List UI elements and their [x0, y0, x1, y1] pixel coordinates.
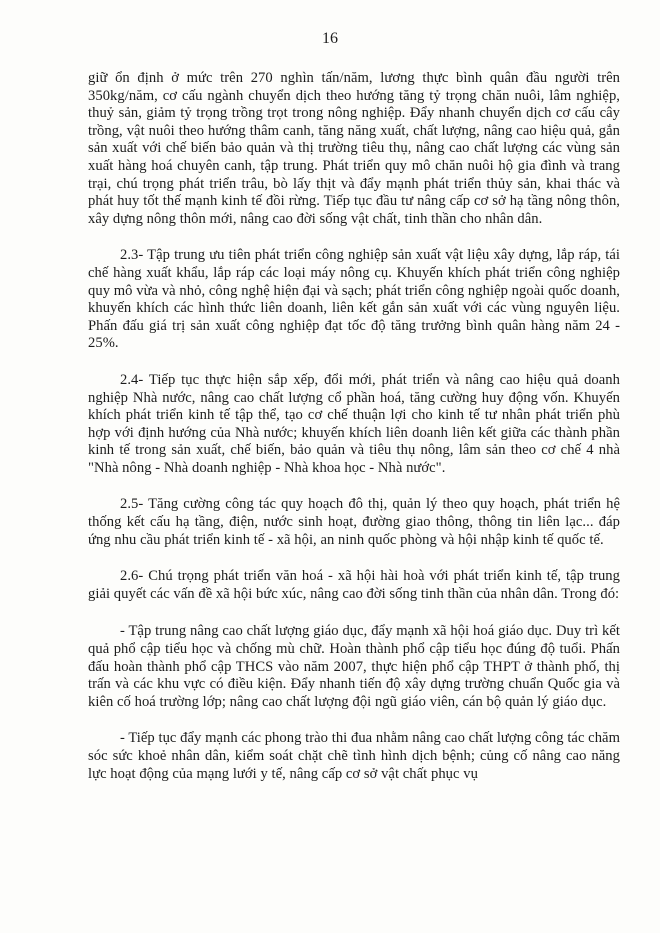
document-body: [88, 70, 620, 783]
paragraph-education: - Tập trung nâng cao chất lượng giáo dục, đẩy mạnh xã hội hoá giáo dục. Duy trì kết quả phổ cập tiểu học và chống mù chữ. Hoàn thành phổ cập tiểu học đúng độ tuổi. Phấn đấu hoàn thành phổ cập THCS vào năm 2007, thực hiện phổ cập THPT ở thành phố, thị trấn và các khu vực có điều kiện. Đẩy nhanh tiến độ xây dựng trường chuẩn Quốc gia và kiên cố hoá trường lớp; nâng cao chất lượng đội ngũ giáo viên, cán bộ quản lý giáo dục.: [88, 623, 620, 710]
page-number: 16: [322, 30, 338, 47]
paragraph-section-2-6: 2.6- Chú trọng phát triển văn hoá - xã hội hài hoà với phát triển kinh tế, tập trung giải quyết các vấn đề xã hội bức xúc, nâng cao đời sống tinh thần của nhân dân. Trong đó:: [88, 568, 620, 602]
paragraph-healthcare: - Tiếp tục đẩy mạnh các phong trào thi đua nhằm nâng cao chất lượng công tác chăm sóc sức khoẻ nhân dân, kiểm soát chặt chẽ tình hình dịch bệnh; củng cố nâng cao năng lực hoạt động của mạng lưới y tế, nâng cấp cơ sở vật chất phục vụ: [88, 730, 620, 782]
paragraph-section-2-4: 2.4- Tiếp tục thực hiện sắp xếp, đổi mới, phát triển và nâng cao hiệu quả doanh nghiệp Nhà nước, nâng cao chất lượng cổ phần hoá, tăng cường huy động vốn. Khuyến khích phát triển kinh tế tập thể, tạo cơ chế thuận lợi cho kinh tế tư nhân phát triển phù hợp với định hướng của Nhà nước; khuyến khích liên doanh liên kết giữa các thành phần kinh tế trong sản xuất, chế biến, bảo quản và tiêu thụ nông, lâm sản theo cơ chế 4 nhà "Nhà nông - Nhà doanh nghiệp - Nhà khoa học - Nhà nước".: [88, 371, 620, 476]
paragraph-section-2-5: 2.5- Tăng cường công tác quy hoạch đô thị, quản lý theo quy hoạch, phát triển hệ thống kết cấu hạ tầng, điện, nước sinh hoạt, đường giao thông, thông tin liên lạc... đáp ứng nhu cầu phát triển kinh tế - xã hội, an ninh quốc phòng và hội nhập kinh tế quốc tế.: [88, 496, 620, 548]
paragraph-agriculture-continued: giữ ổn định ở mức trên 270 nghìn tấn/năm, lương thực bình quân đầu người trên 350kg/năm, cơ cấu ngành chuyển dịch theo hướng tăng tỷ trọng chăn nuôi, lâm nghiệp, thuỷ sản, giảm tỷ trọng trồng trọt trong nông nghiệp. Đẩy nhanh chuyển dịch cơ cấu cây trồng, vật nuôi theo hướng thâm canh, tăng năng xuất, chất lượng, nâng cao hiệu quả, gắn sản xuất với chế biến bảo quản và thị trường tiêu thụ, nâng cao chất lượng các vùng sản xuất hàng hoá chuyên canh, tập trung. Phát triển quy mô chăn nuôi hộ gia đình và trang trại, chú trọng phát triển trâu, bò lấy thịt và đẩy mạnh phát triển thủy sản, khai thác và phát huy tốt thế mạnh kinh tế đồi rừng. Tiếp tục đầu tư nâng cấp cơ sở hạ tầng nông thôn, xây dựng nông thôn mới, nâng cao đời sống vật chất, tinh thần cho nhân dân.: [88, 70, 620, 227]
paragraph-section-2-3: 2.3- Tập trung ưu tiên phát triển công nghiệp sản xuất vật liệu xây dựng, lắp ráp, tái chế hàng xuất khẩu, lắp ráp các loại máy nông cụ. Khuyến khích phát triển công nghiệp quy mô vừa và nhỏ, công nghệ hiện đại và sạch; phát triển công nghiệp ngoài quốc doanh, khuyến khích các hình thức liên doanh, liên kết gắn sản xuất với các vùng nguyên liệu. Phấn đấu giá trị sản xuất công nghiệp đạt tốc độ tăng trưởng bình quân hàng năm 24 - 25%.: [88, 247, 620, 352]
